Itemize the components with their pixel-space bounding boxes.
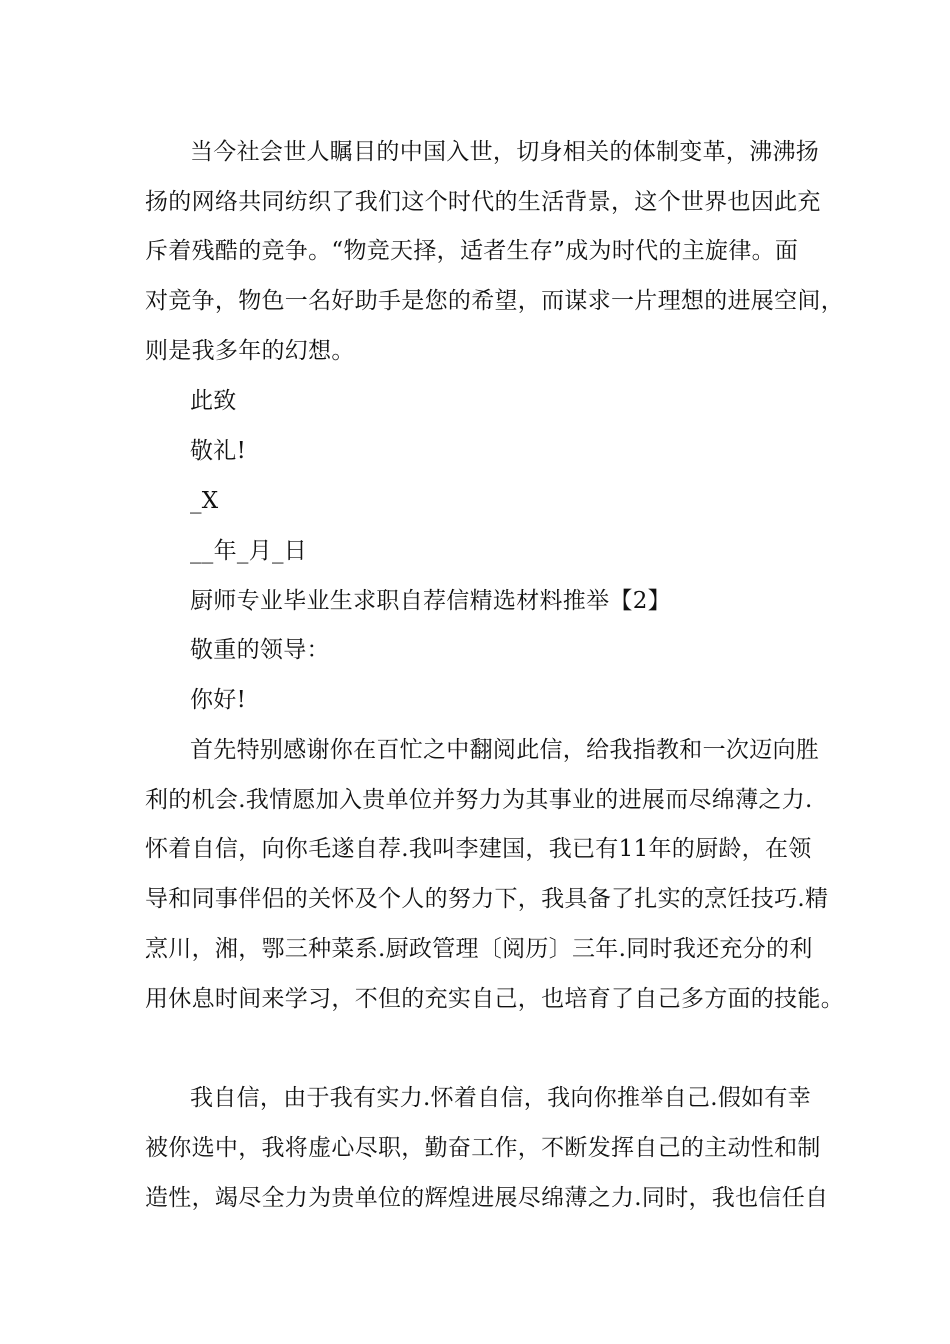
paragraph-2-line-3: 怀着自信，向你毛遂自荐.我叫李建国，我已有11年的厨龄，在领 bbox=[145, 836, 812, 862]
paragraph-3-line-3: 造性，竭尽全力为贵单位的辉煌进展尽绵薄之力.同时，我也信任自 bbox=[145, 1185, 829, 1211]
paragraph-2-line-4: 导和同事伴侣的关怀及个人的努力下，我具备了扎实的烹饪技巧.精 bbox=[145, 886, 829, 912]
paragraph-2-line-2: 利的机会.我情愿加入贵单位并努力为其事业的进展而尽绵薄之力. bbox=[145, 787, 813, 813]
paragraph-2-line-5: 烹川，湘，鄂三种菜系.厨政管理〔阅历〕三年.同时我还充分的利 bbox=[145, 936, 813, 962]
paragraph-1-line-2: 扬的网络共同纺织了我们这个时代的生活背景，这个世界也因此充 bbox=[145, 189, 821, 215]
closing-line-2: 敬礼! bbox=[190, 438, 247, 464]
paragraph-1-line-4: 对竞争，物色一名好助手是您的希望，而谋求一片理想的进展空间， bbox=[145, 288, 844, 314]
paragraph-3-line-2: 被你选中，我将虚心尽职，勤奋工作，不断发挥自己的主动性和制 bbox=[145, 1135, 821, 1161]
greeting: 你好! bbox=[190, 687, 247, 713]
paragraph-1-line-5: 则是我多年的幻想。 bbox=[145, 338, 355, 364]
paragraph-1-line-3: 斥着残酷的竞争。“物竞天择，适者生存”成为时代的主旋律。面 bbox=[145, 238, 799, 264]
signature: _X bbox=[190, 488, 219, 514]
section-title: 厨师专业毕业生求职自荐信精选材料推举【2】 bbox=[190, 588, 671, 614]
paragraph-1-line-1: 当今社会世人瞩目的中国入世，切身相关的体制变革，沸沸扬 bbox=[190, 139, 820, 165]
paragraph-2-line-1: 首先特别感谢你在百忙之中翻阅此信，给我指教和一次迈向胜 bbox=[190, 737, 820, 763]
salutation: 敬重的领导： bbox=[190, 637, 330, 663]
date: __年_月_日 bbox=[190, 538, 308, 564]
paragraph-3-line-1: 我自信，由于我有实力.怀着自信，我向你推举自己.假如有幸 bbox=[190, 1085, 812, 1111]
paragraph-2-line-6: 用休息时间来学习，不但的充实自己，也培育了自己多方面的技能。 bbox=[145, 986, 844, 1012]
closing-line-1: 此致 bbox=[190, 388, 237, 414]
